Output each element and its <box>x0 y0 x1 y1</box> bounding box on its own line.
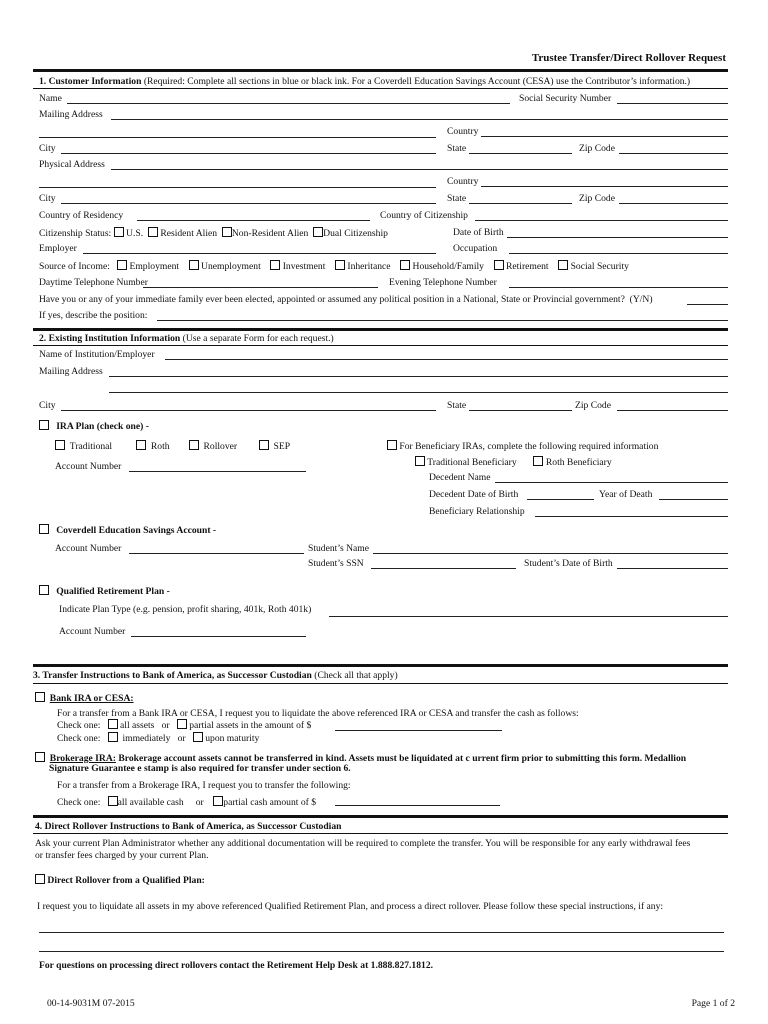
ssn-field[interactable] <box>617 103 728 104</box>
sep-checkbox[interactable] <box>259 440 269 450</box>
account-number-label: Account Number <box>55 461 122 472</box>
unemployment-checkbox[interactable] <box>189 260 199 270</box>
country-label: Country <box>447 176 479 187</box>
employer-label: Employer <box>39 243 77 254</box>
ira-type-row: Traditional Roth Rollover SEP <box>55 440 290 452</box>
beneficiary-rel-field[interactable] <box>535 516 728 517</box>
day-phone-label: Daytime Telephone Number <box>39 277 148 288</box>
city-label: City <box>39 400 56 411</box>
political-question: Have you or any of your immediate family ever been elected, appointed or assumed any political position in a National, State or Provincial government? (Y/N) <box>39 294 653 305</box>
country-citizenship-label: Country of Citizenship <box>380 210 468 221</box>
citizenship-status-row: Citizenship Status: U.S. Resident Alien Non-Resident Alien Dual Citizenship <box>39 228 388 239</box>
resident-alien-checkbox[interactable] <box>148 227 158 237</box>
roth-checkbox[interactable] <box>136 440 146 450</box>
state-field[interactable] <box>469 153 572 154</box>
plan-type-field[interactable] <box>329 616 728 617</box>
special-instructions-line-2[interactable] <box>39 951 724 952</box>
direct-rollover-row: Direct Rollover from a Qualified Plan: <box>35 874 205 886</box>
decedent-dob-label: Decedent Date of Birth <box>429 489 519 500</box>
brokerage-row: Brokerage IRA: Brokerage account assets cannot be transferred in kind. Assets must be liquidated at c urrent firm prior to submitting this form. Medallion <box>35 752 686 764</box>
year-death-field[interactable] <box>659 499 728 500</box>
top-rule <box>33 69 728 72</box>
ira-plan-row: IRA Plan (check one) - <box>39 420 149 432</box>
source-income-row: Source of Income: Employment Unemployment Investment Inheritance Household/Family Retirement Social Security <box>39 261 629 272</box>
city-label: City <box>39 143 56 154</box>
state-label: State <box>447 400 467 411</box>
all-cash-checkbox[interactable] <box>108 796 118 806</box>
dob-field[interactable] <box>507 237 728 238</box>
citizenship-status-label: Citizenship Status: <box>39 228 112 239</box>
country-label: Country <box>447 126 479 137</box>
zip-field[interactable] <box>619 153 728 154</box>
brokerage-cash-row: Check one: all available cash or partial cash amount of $ <box>57 797 317 808</box>
decedent-name-label: Decedent Name <box>429 472 491 483</box>
country-residency-label: Country of Residency <box>39 210 124 221</box>
employer-field[interactable] <box>83 253 436 254</box>
physical-address-field-2[interactable] <box>39 187 436 188</box>
mailing-address-field[interactable] <box>109 376 728 377</box>
beneficiary-note: For Beneficiary IRAs, complete the following required information <box>387 440 658 452</box>
zip-label: Zip Code <box>575 400 611 411</box>
student-dob-field[interactable] <box>617 568 728 569</box>
occupation-label: Occupation <box>453 243 498 254</box>
account-number-label: Account Number <box>59 626 126 637</box>
section-4-heading: 4. Direct Rollover Instructions to Bank of America, as Successor Custodian <box>35 821 342 832</box>
student-name-field[interactable] <box>373 553 728 554</box>
eve-phone-label: Evening Telephone Number <box>389 277 497 288</box>
coverdell-account-field[interactable] <box>129 553 304 554</box>
partial-cash-checkbox[interactable] <box>213 796 223 806</box>
dob-label: Date of Birth <box>453 227 504 238</box>
section-1-heading: 1. Customer Information (Required: Complete all sections in blue or black ink. For a Coverdell Education Savings Account (CESA) use the Contributor’s information.) <box>39 76 691 87</box>
household-checkbox[interactable] <box>400 260 410 270</box>
source-income-label: Source of Income: <box>39 261 110 272</box>
plan-type-label: Indicate Plan Type (e.g. pension, profit sharing, 401k, Roth 401k) <box>59 604 312 615</box>
account-number-label: Account Number <box>55 543 122 554</box>
qrp-checkbox[interactable] <box>39 585 49 595</box>
student-dob-label: Student’s Date of Birth <box>524 558 613 569</box>
occupation-field[interactable] <box>509 253 728 254</box>
non-resident-alien-checkbox[interactable] <box>222 227 232 237</box>
eve-phone-field[interactable] <box>509 287 728 288</box>
page-number: Page 1 of 2 <box>691 998 735 1009</box>
position-field[interactable] <box>157 320 728 321</box>
immediately-checkbox[interactable] <box>108 732 118 742</box>
partial-cash-amount-field[interactable] <box>335 805 500 806</box>
zip-label: Zip Code <box>579 143 615 154</box>
zip-label: Zip Code <box>579 193 615 204</box>
country-field[interactable] <box>481 136 728 137</box>
rollover-intro-1: Ask your current Plan Administrator whether any additional documentation will be required to complete the transfer. You will be responsible for any early withdrawal fees <box>35 838 691 849</box>
position-label: If yes, describe the position: <box>39 310 148 321</box>
employment-checkbox[interactable] <box>117 260 127 270</box>
traditional-beneficiary-checkbox[interactable] <box>415 456 425 466</box>
name-field[interactable] <box>67 103 510 104</box>
decedent-name-field[interactable] <box>495 482 728 483</box>
beneficiary-rel-label: Beneficiary Relationship <box>429 506 525 517</box>
mailing-address-field[interactable] <box>111 119 728 120</box>
mailing-address-label: Mailing Address <box>39 366 103 377</box>
coverdell-row: Coverdell Education Savings Account - <box>39 524 216 536</box>
ssn-label: Social Security Number <box>519 93 612 104</box>
retirement-checkbox[interactable] <box>494 260 504 270</box>
form-id: 00-14-9031M 07-2015 <box>47 998 135 1009</box>
state-label: State <box>447 193 467 204</box>
inheritance-checkbox[interactable] <box>335 260 345 270</box>
rollover-checkbox[interactable] <box>189 440 199 450</box>
state-field[interactable] <box>469 203 572 204</box>
dual-citizenship-checkbox[interactable] <box>313 227 323 237</box>
qrp-account-field[interactable] <box>131 636 306 637</box>
bank-ira-row: Bank IRA or CESA: <box>35 692 134 704</box>
section-2-heading: 2. Existing Institution Information (Use a separate Form for each request.) <box>39 333 334 344</box>
brokerage-transfer-text: For a transfer from a Brokerage IRA, I request you to transfer the following: <box>57 780 351 791</box>
decedent-dob-field[interactable] <box>527 499 594 500</box>
political-answer-field[interactable] <box>687 304 728 305</box>
city-field[interactable] <box>61 410 436 411</box>
upon-maturity-checkbox[interactable] <box>193 732 203 742</box>
section-3-heading: 3. Transfer Instructions to Bank of America, as Successor Custodian (Check all that apply) <box>33 670 398 681</box>
coverdell-checkbox[interactable] <box>39 524 49 534</box>
mailing-address-label: Mailing Address <box>39 109 103 120</box>
traditional-checkbox[interactable] <box>55 440 65 450</box>
brokerage-ira-checkbox[interactable] <box>35 752 45 762</box>
help-desk-note: For questions on processing direct rollovers contact the Retirement Help Desk at 1.888.827.1812. <box>39 960 434 971</box>
city-field[interactable] <box>61 153 436 154</box>
physical-address-label: Physical Address <box>39 159 105 170</box>
all-assets-checkbox[interactable] <box>108 719 118 729</box>
country-citizenship-field[interactable] <box>475 220 728 221</box>
us-checkbox[interactable] <box>114 227 124 237</box>
rollover-request-text: I request you to liquidate all assets in my above referenced Qualified Retirement Plan, and process a direct rollover. Please follow these special instructions, if any: <box>37 901 664 912</box>
institution-field[interactable] <box>165 359 728 360</box>
partial-assets-checkbox[interactable] <box>177 719 187 729</box>
day-phone-field[interactable] <box>143 287 378 288</box>
student-ssn-field[interactable] <box>371 568 516 569</box>
name-label: Name <box>39 93 62 104</box>
bank-ira-checkbox[interactable] <box>35 692 45 702</box>
account-number-field[interactable] <box>129 471 306 472</box>
city-field[interactable] <box>61 203 436 204</box>
form-title: Trustee Transfer/Direct Rollover Request <box>531 52 726 64</box>
bank-transfer-text: For a transfer from a Bank IRA or CESA, I request you to liquidate the above referenced IRA or CESA and transfer the cash as follows: <box>57 708 579 719</box>
ira-plan-checkbox[interactable] <box>39 420 49 430</box>
mailing-address-field-2[interactable] <box>39 137 436 138</box>
state-label: State <box>447 143 467 154</box>
year-death-label: Year of Death <box>599 489 653 500</box>
beneficiary-ira-checkbox[interactable] <box>387 440 397 450</box>
bank-assets-row: Check one: all assets or partial assets in the amount of $ <box>57 720 312 731</box>
city-label: City <box>39 193 56 204</box>
bank-timing-row: Check one: immediately or upon maturity <box>57 733 260 744</box>
social-security-checkbox[interactable] <box>558 260 568 270</box>
state-field[interactable] <box>469 410 572 411</box>
beneficiary-type-row: Traditional Beneficiary Roth Beneficiary <box>415 456 612 468</box>
roth-beneficiary-checkbox[interactable] <box>533 456 543 466</box>
rollover-intro-2: or transfer fees charged by your current Plan. <box>35 850 209 861</box>
partial-assets-amount-field[interactable] <box>335 730 502 731</box>
special-instructions-line-1[interactable] <box>39 932 724 933</box>
brokerage-warning: Signature Guarantee e stamp is also required for transfer under section 6. <box>49 763 351 774</box>
investment-checkbox[interactable] <box>270 260 280 270</box>
physical-address-field[interactable] <box>111 169 728 170</box>
qrp-row: Qualified Retirement Plan - <box>39 585 170 597</box>
institution-label: Name of Institution/Employer <box>39 349 155 360</box>
direct-rollover-checkbox[interactable] <box>35 874 45 884</box>
country-residency-field[interactable] <box>137 220 370 221</box>
zip-field[interactable] <box>617 410 728 411</box>
country-field[interactable] <box>481 186 728 187</box>
student-name-label: Student’s Name <box>308 543 370 554</box>
mailing-address-field-2[interactable] <box>109 392 728 393</box>
student-ssn-label: Student’s SSN <box>308 558 364 569</box>
zip-field[interactable] <box>619 203 728 204</box>
